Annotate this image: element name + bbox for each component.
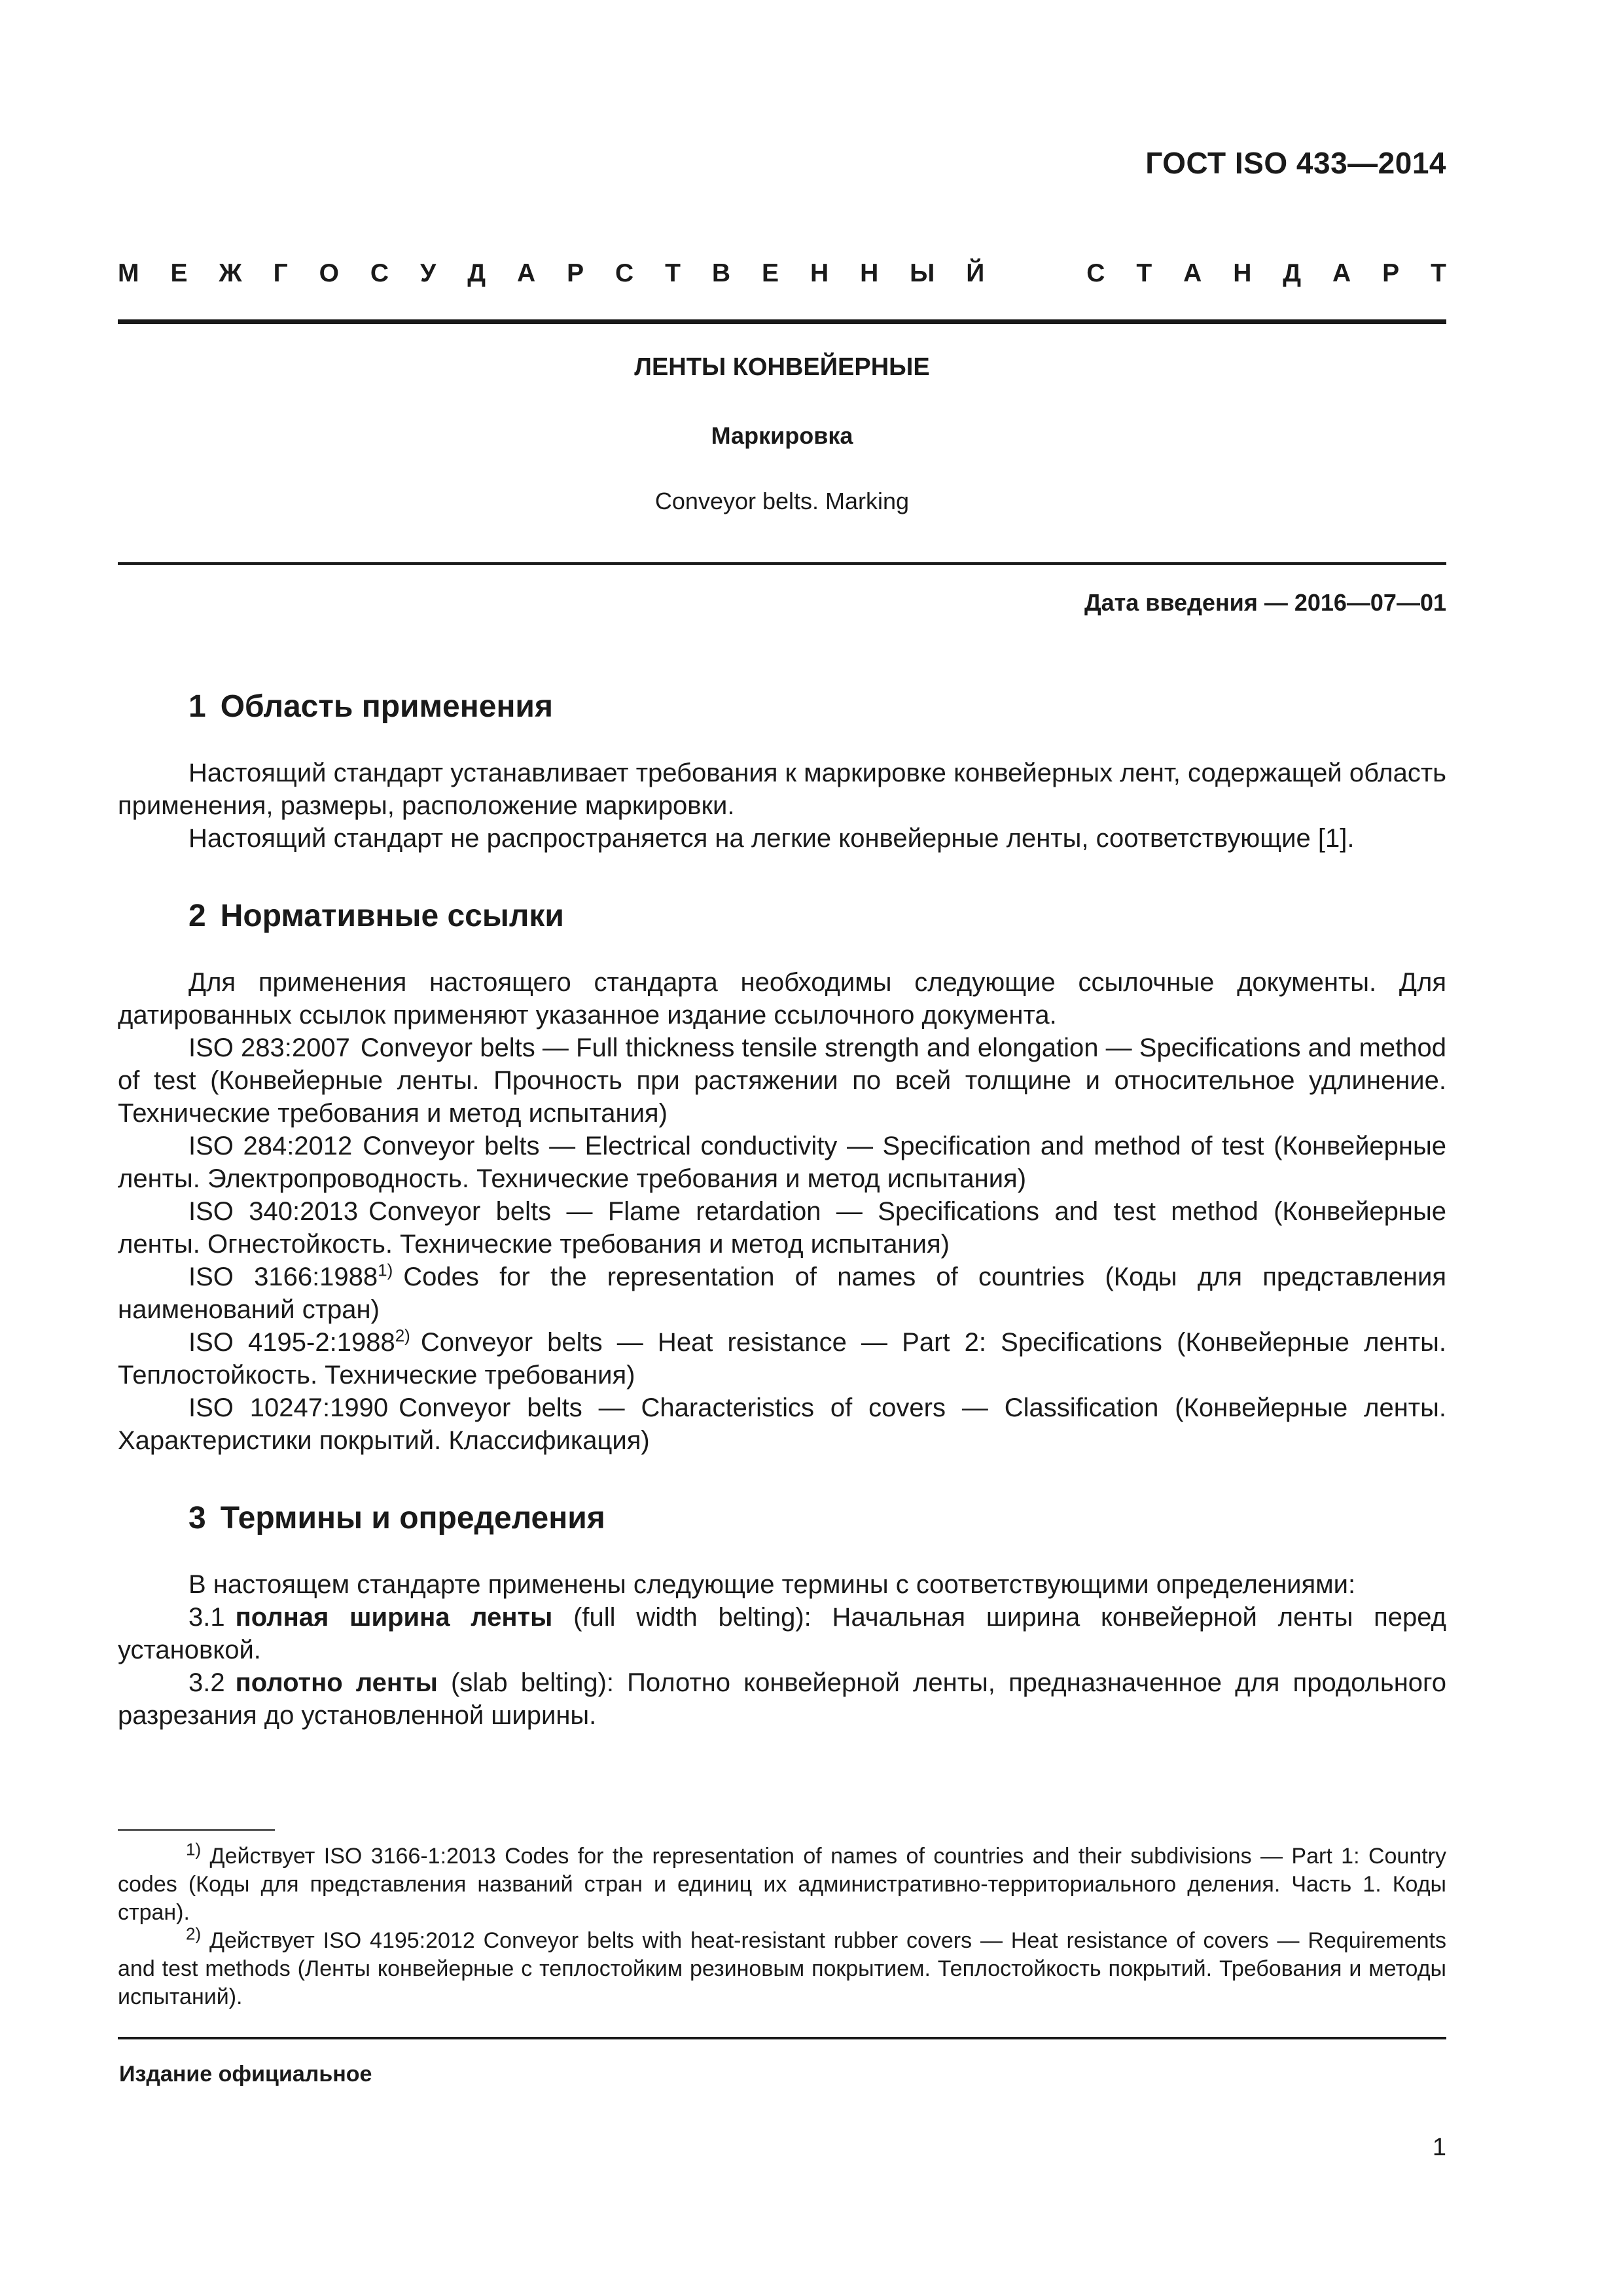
english-title: Conveyor belts. Marking [654, 488, 910, 514]
banner-letter: Н [810, 259, 829, 287]
reference-text: Conveyor belts — Heat resistance — Part 2: Specifications (Конвейерные ленты. Теплостойкость. Технические требования) [118, 1328, 1446, 1390]
banner-letter: Е [170, 259, 188, 287]
footnote [118, 1839, 1446, 1927]
term-text: (full width belting): Начальная ширина конвейерной ленты перед установкой. [118, 1603, 1446, 1664]
banner-letter: Н [1233, 259, 1252, 287]
banner-letter: Т [1136, 259, 1152, 287]
section-heading [188, 1499, 1446, 1538]
section-title: Термины и определения [220, 1501, 605, 1535]
reference-item [118, 1195, 1446, 1261]
banner-letter: Й [966, 259, 985, 287]
reference-code: ISO 3166:1988 [188, 1263, 378, 1291]
banner-letter: Т [1431, 259, 1446, 287]
reference-item [118, 1031, 1446, 1130]
paragraph: В настоящем стандарте применены следующие термины с соответствующими определениями: [188, 1570, 1356, 1599]
footnote-marker: 2) [395, 1325, 410, 1346]
paragraph: Для применения настоящего стандарта необходимы следующие ссылочные документы. Для датированных ссылок применяют указанное издание ссылочного документа. [118, 968, 1446, 1030]
section-heading [188, 687, 1446, 726]
reference-code: ISO 283:2007 [188, 1033, 350, 1062]
section-terms-definitions [118, 1499, 1446, 1732]
footnote-marker: 1) [378, 1260, 393, 1280]
banner-letter: Г [273, 259, 288, 287]
reference-item [118, 1261, 1446, 1326]
title-divider [118, 562, 1446, 565]
footer-divider [118, 2037, 1446, 2039]
document-code: ГОСТ ISO 433—2014 [1145, 146, 1446, 180]
section-normative-references [118, 897, 1446, 1457]
banner-letter: А [1332, 259, 1351, 287]
term-name: полная ширина ленты [235, 1603, 553, 1632]
banner-letter: Е [762, 259, 779, 287]
banner-letter: А [1183, 259, 1202, 287]
banner-word-gap [1016, 259, 1055, 288]
section-number: 2 [188, 899, 206, 933]
banner-letter: Ы [910, 259, 935, 287]
page-number: 1 [1432, 2134, 1446, 2161]
reference-text: Conveyor belts — Flame retardation — Specifications and test method (Конвейерные ленты. Огнестойкость. Технические требования и метод испытания) [118, 1197, 1446, 1259]
banner-letter: Д [1283, 259, 1302, 287]
banner-letter: М [118, 259, 139, 287]
paragraph: Настоящий стандарт устанавливает требования к маркировке конвейерных лент, содержащей область применения, размеры, расположение маркировки. [118, 759, 1446, 820]
paragraph: Настоящий стандарт не распространяется на легкие конвейерные ленты, соответствующие [1]. [188, 824, 1355, 853]
footnote-divider [118, 1829, 275, 1831]
banner-letter: С [615, 259, 634, 287]
term-number: 3.2 [188, 1668, 225, 1697]
standard-type-banner [118, 259, 1446, 288]
section-heading [188, 897, 1446, 936]
term-definition [118, 1601, 1446, 1666]
introduction-date: Дата введения — 2016—07—01 [1084, 589, 1446, 616]
term-text: (slab belting): Полотно конвейерной ленты, предназначенное для продольного разрезания до установленной ширины. [118, 1668, 1446, 1730]
banner-letter: Р [1382, 259, 1400, 287]
banner-letter: А [516, 259, 536, 287]
banner-letter: С [1086, 259, 1105, 287]
section-title: Область применения [220, 689, 553, 724]
reference-text: Conveyor belts — Electrical conductivity — Specification and method of test (Конвейерные ленты. Электропроводность. Технические требования и метод испытания) [118, 1132, 1446, 1193]
reference-text: Codes for the representation of names of countries (Коды для представления наименований стран) [118, 1263, 1446, 1324]
banner-letter: В [711, 259, 731, 287]
reference-code: ISO 340:2013 [188, 1197, 359, 1226]
footnote-text: Действует ISO 3166-1:2013 Codes for the representation of names of countries and their subdivisions — Part 1: Country codes (Коды для представления названий стран и единиц их административно-территориального деления. Часть 1. Коды стран). [118, 1844, 1446, 1925]
document-title: ЛЕНТЫ КОНВЕЙЕРНЫЕ [634, 353, 930, 381]
reference-code: ISO 284:2012 [188, 1132, 353, 1160]
footnotes [118, 1839, 1446, 2011]
banner-letter: У [420, 259, 437, 287]
footnote-marker: 1) [186, 1839, 202, 1859]
banner-letter: Н [860, 259, 879, 287]
reference-item [118, 1326, 1446, 1391]
reference-code: ISO 10247:1990 [188, 1393, 389, 1422]
banner-letter: Ж [219, 259, 242, 287]
banner-letter: О [319, 259, 339, 287]
edition-label: Издание официальное [119, 2062, 372, 2087]
footnote-marker: 2) [186, 1924, 202, 1944]
section-title: Нормативные ссылки [220, 899, 564, 933]
term-number: 3.1 [188, 1603, 225, 1632]
banner-letter: Д [467, 259, 486, 287]
reference-text: Conveyor belts — Characteristics of covers — Classification (Конвейерные ленты. Характеристики покрытий. Классификация) [118, 1393, 1446, 1455]
term-name: полотно ленты [235, 1668, 438, 1697]
header-divider [118, 319, 1446, 324]
reference-text: Conveyor belts — Full thickness tensile strength and elongation — Specifications and method of test (Конвейерные ленты. Прочность при растяжении по всей толщине и относительное удлинение. Технические требования и метод испытания) [118, 1033, 1446, 1128]
banner-letter: С [370, 259, 389, 287]
section-number: 1 [188, 689, 206, 724]
section-scope [118, 687, 1446, 855]
document-body [118, 687, 1446, 1732]
footnote [118, 1924, 1446, 2011]
section-number: 3 [188, 1501, 206, 1535]
banner-letter: Т [665, 259, 681, 287]
reference-code: ISO 4195-2:1988 [188, 1328, 395, 1357]
reference-item [118, 1391, 1446, 1457]
reference-item [118, 1130, 1446, 1195]
document-subtitle: Маркировка [711, 422, 853, 449]
banner-letter: Р [567, 259, 584, 287]
term-definition [118, 1666, 1446, 1732]
footnote-text: Действует ISO 4195:2012 Conveyor belts with heat-resistant rubber covers — Heat resistance of covers — Requirements and test methods (Ленты конвейерные с теплостойким резиновым покрытием. Теплостойкость покрытий. Требования и методы испытаний). [118, 1928, 1446, 2009]
